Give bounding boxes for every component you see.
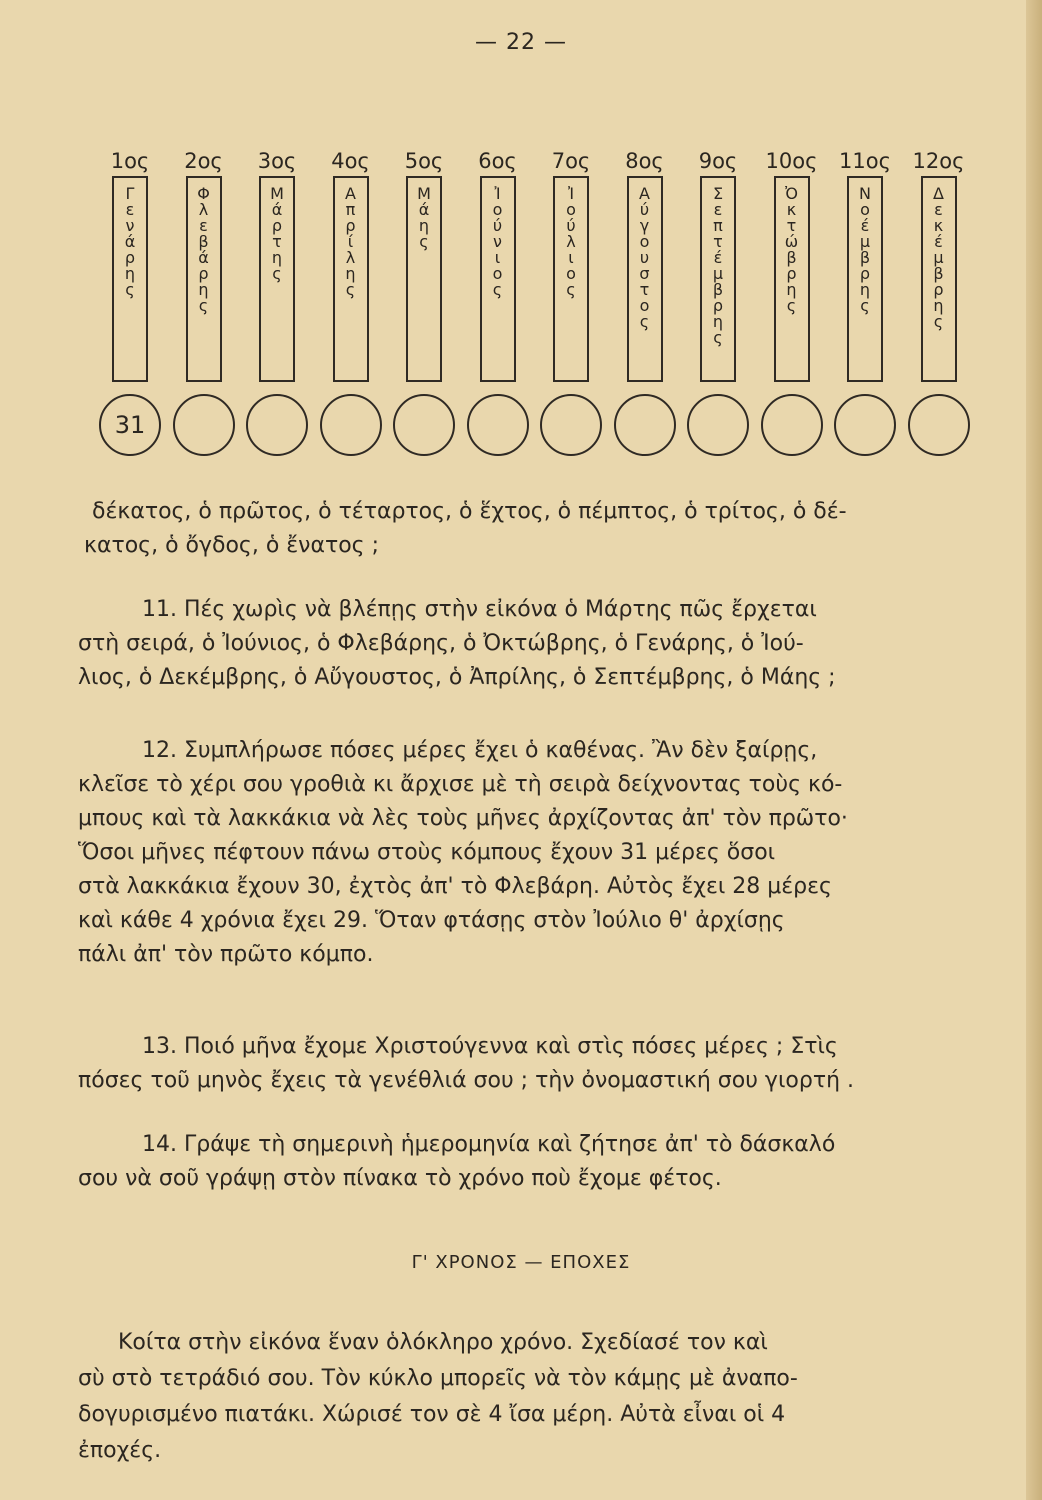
month-letter: ρ [786, 264, 797, 283]
month-name-box [186, 176, 222, 382]
month-column [394, 146, 454, 382]
month-letter: μ [859, 232, 871, 251]
month-letter: τ [639, 280, 650, 299]
month-letter: Γ [125, 184, 135, 203]
month-letter: κ [786, 200, 797, 219]
month-name-box [921, 176, 957, 382]
month-letter: έ [934, 232, 943, 251]
month-column [247, 146, 307, 382]
month-name-box [553, 176, 589, 382]
month-letter: μ [933, 248, 944, 267]
month-column [762, 146, 822, 382]
month-letter: ο [492, 200, 503, 219]
month-letter: ε [713, 200, 723, 219]
month-letter: ε [199, 216, 208, 235]
month-letter: ύ [639, 200, 650, 219]
month-letter: ς [198, 296, 209, 315]
month-letter: ς [566, 280, 576, 299]
month-letter: τ [786, 216, 797, 235]
month-letter: Ὀ [785, 184, 798, 203]
text-line: Κοίτα στὴν εἰκόνα ἕναν ὁλόκληρο χρόνο. Σχεδίασέ τον καὶ [118, 1330, 768, 1355]
day-count-circle [540, 394, 602, 456]
month-letter: ά [198, 248, 209, 267]
month-letter: ρ [271, 216, 283, 235]
month-letter: ο [860, 200, 870, 219]
month-letter: τ [272, 232, 282, 251]
month-letter: ρ [859, 264, 871, 283]
text-line: πάλι ἀπ' τὸν πρῶτο κόμπο. [78, 942, 374, 967]
text-line: πόσες τοῦ μηνὸς ἔχεις τὰ γενέθλιά σου ; τὴν ὀνομαστική σου γιορτή . [78, 1068, 854, 1093]
month-name-box [112, 176, 148, 382]
month-letter: ύ [566, 216, 576, 235]
exercise-13 [78, 1030, 978, 1098]
section-heading: Γ' ΧΡΟΝΟΣ — ΕΠΟΧΕΣ [411, 1252, 631, 1273]
month-name-box [774, 176, 810, 382]
month-letter: η [933, 296, 944, 315]
text-line: σου νὰ σοῦ γράψῃ στὸν πίνακα τὸ χρόνο ποὺ ἔχομε φέτος. [78, 1166, 722, 1191]
day-count-circle [834, 394, 896, 456]
month-letter: Α [639, 184, 650, 203]
day-count-circle [614, 394, 676, 456]
month-letter: ρ [345, 216, 356, 235]
month-ordinal: 3ος [257, 149, 297, 173]
month-ordinal: 11ος [839, 149, 891, 173]
month-letter: β [933, 264, 944, 283]
month-column [321, 146, 381, 382]
month-letter: β [859, 248, 871, 267]
exercise-11 [78, 593, 978, 695]
month-letter: ι [568, 248, 574, 267]
month-letter: η [786, 280, 797, 299]
month-ordinal: 6ος [478, 149, 517, 173]
month-letter: ρ [124, 248, 136, 267]
day-count-circle [467, 394, 529, 456]
month-ordinal: 4ος [331, 149, 370, 173]
month-ordinal: 8ος [625, 149, 664, 173]
day-count-circle [173, 394, 235, 456]
month-column [615, 146, 675, 382]
month-letter: ε [125, 200, 135, 219]
month-letter: ς [713, 328, 723, 347]
month-letter: ά [418, 200, 430, 219]
month-name-box [847, 176, 883, 382]
month-letter: ε [934, 200, 943, 219]
page-number: — 22 — [475, 30, 567, 55]
month-letter: Δ [933, 184, 944, 203]
month-letter: κ [933, 216, 944, 235]
month-name-box [333, 176, 369, 382]
text-line: δογυρισμένο πιατάκι. Χώρισέ τον σὲ 4 ἴσα μέρη. Αὐτὰ εἶναι οἱ 4 [78, 1402, 786, 1427]
text-line: 13. Ποιό μῆνα ἔχομε Χριστούγεννα καὶ στὶς πόσες μέρες ; Στὶς [142, 1034, 838, 1059]
month-letter: ς [345, 280, 356, 299]
month-letter: ο [492, 264, 503, 283]
month-letter: ο [639, 232, 650, 251]
month-column [468, 146, 528, 382]
month-letter: ς [860, 296, 870, 315]
intro-paragraph [78, 495, 978, 563]
month-letter: ο [566, 200, 576, 219]
months-diagram [100, 146, 980, 466]
month-column [688, 146, 748, 382]
month-letter: Μ [270, 184, 284, 203]
month-ordinal: 9ος [698, 149, 738, 173]
day-count-circle [246, 394, 308, 456]
month-letter: σ [639, 264, 650, 283]
day-count-circle [320, 394, 382, 456]
month-column [835, 146, 895, 382]
month-letter: ί [347, 232, 354, 251]
month-letter: Α [345, 184, 356, 203]
month-letter: ς [492, 280, 503, 299]
month-column [909, 146, 969, 382]
month-letter: η [124, 264, 136, 283]
month-letter: ο [639, 296, 650, 315]
month-name-box [627, 176, 663, 382]
month-letter: μ [712, 264, 724, 283]
month-letter: η [712, 312, 724, 331]
text-line: 11. Πές χωρὶς νὰ βλέπῃς στὴν εἰκόνα ὁ Μάρτης πῶς ἔρχεται [142, 597, 817, 622]
month-name-box [700, 176, 736, 382]
text-line: στὰ λακκάκια ἔχουν 30, ἐχτὸς ἀπ' τὸ Φλεβάρη. Αὐτὸς ἔχει 28 μέρες [78, 874, 832, 899]
month-letter: ο [566, 264, 576, 283]
text-line: 12. Συμπλήρωσε πόσες μέρες ἔχει ὁ καθένας. Ἂν δὲν ξαίρῃς, [142, 738, 818, 763]
month-name-box [259, 176, 295, 382]
exercise-14 [78, 1128, 978, 1196]
month-letter: ς [933, 312, 944, 331]
closing-paragraph [78, 1325, 978, 1469]
month-name-box [406, 176, 442, 382]
month-letter: η [859, 280, 871, 299]
month-letter: ς [272, 264, 282, 283]
month-letter: η [345, 264, 356, 283]
month-ordinal: 1ος [110, 149, 150, 173]
month-letter: η [198, 280, 209, 299]
month-letter: ρ [198, 264, 209, 283]
month-ordinal: 2ος [184, 149, 223, 173]
text-line: δέκατος, ὁ πρῶτος, ὁ τέταρτος, ὁ ἕχτος, ὁ πέμπτος, ὁ τρίτος, ὁ δέ- [92, 499, 847, 524]
month-letter: ς [125, 280, 135, 299]
month-letter: π [713, 216, 723, 235]
text-line: κλεῖσε τὸ χέρι σου γροθιὰ κι ἄρχισε μὲ τὴ σειρὰ δείχνοντας τοὺς κό- [78, 772, 843, 797]
month-letter: λ [566, 232, 576, 251]
month-letter: Μ [417, 184, 431, 203]
month-letter: ώ [784, 232, 799, 251]
month-letter: ά [124, 232, 136, 251]
month-letter: έ [860, 216, 870, 235]
month-letter: γ [639, 216, 650, 235]
month-letter: λ [198, 200, 209, 219]
text-line: στὴ σειρά, ὁ Ἰούνιος, ὁ Φλεβάρης, ὁ Ὀκτώβρης, ὁ Γενάρης, ὁ Ἰού- [78, 631, 804, 656]
month-letter: β [198, 232, 209, 251]
month-column [541, 146, 601, 382]
text-line: Ὅσοι μῆνες πέφτουν πάνω στοὺς κόμπους ἔχουν 31 μέρες ὅσοι [78, 840, 776, 865]
month-ordinal: 10ος [765, 149, 818, 173]
text-line: λιος, ὁ Δεκέμβρης, ὁ Αὔγουστος, ὁ Ἀπρίλης, ὁ Σεπτέμβρης, ὁ Μάης ; [78, 665, 836, 690]
text-line: σὺ στὸ τετράδιό σου. Τὸν κύκλο μπορεῖς νὰ τὸν κάμῃς μὲ ἀναπο- [78, 1366, 798, 1391]
text-line: μπους καὶ τὰ λακκάκια νὰ λὲς τοὺς μῆνες ἀρχίζοντας ἀπ' τὸν πρῶτο· [78, 806, 848, 831]
month-ordinal: 12ος [912, 149, 965, 173]
month-letter: Ν [859, 184, 871, 203]
month-letter: ύ [492, 216, 503, 235]
day-count-circle [687, 394, 749, 456]
month-letter: Σ [712, 184, 724, 203]
month-letter: π [345, 200, 356, 219]
month-letter: ρ [712, 296, 724, 315]
month-letter: ς [639, 312, 650, 331]
day-count-circle [393, 394, 455, 456]
month-ordinal: 5ος [404, 149, 444, 173]
month-letter: λ [345, 248, 356, 267]
month-letter: β [786, 248, 797, 267]
exercise-12 [78, 734, 978, 972]
day-count-circle [908, 394, 970, 456]
month-letter: ρ [933, 280, 944, 299]
month-letter: β [712, 280, 724, 299]
month-letter: ά [271, 200, 283, 219]
month-letter: τ [713, 232, 723, 251]
month-ordinal: 7ος [551, 149, 591, 173]
month-letter: η [418, 216, 430, 235]
month-letter: έ [713, 248, 723, 267]
month-letter: ς [786, 296, 797, 315]
text-line: ἐποχές. [78, 1438, 162, 1463]
day-count-circle [761, 394, 823, 456]
month-letter: Φ [197, 184, 210, 203]
month-letter: Ἰ [567, 184, 575, 203]
text-line: 14. Γράψε τὴ σημερινὴ ἡμερομηνία καὶ ζήτησε ἀπ' τὸ δάσκαλό [142, 1132, 836, 1157]
month-letter: υ [639, 248, 650, 267]
month-column [174, 146, 234, 382]
month-letter: ν [493, 232, 502, 251]
day-count-circle: 31 [99, 394, 161, 456]
month-letter: Ἰ [494, 184, 501, 203]
month-letter: η [271, 248, 283, 267]
month-letter: ι [494, 248, 501, 267]
month-column [100, 146, 160, 439]
text-line: καὶ κάθε 4 χρόνια ἔχει 29. Ὅταν φτάσῃς στὸν Ἰούλιο θ' ἀρχίσῃς [78, 908, 785, 933]
month-letter: ν [125, 216, 135, 235]
page-edge [1026, 0, 1042, 1500]
text-line: κατος, ὁ ὄγδος, ὁ ἔνατος ; [84, 533, 379, 558]
month-name-box [480, 176, 516, 382]
month-letter: ς [419, 232, 429, 251]
